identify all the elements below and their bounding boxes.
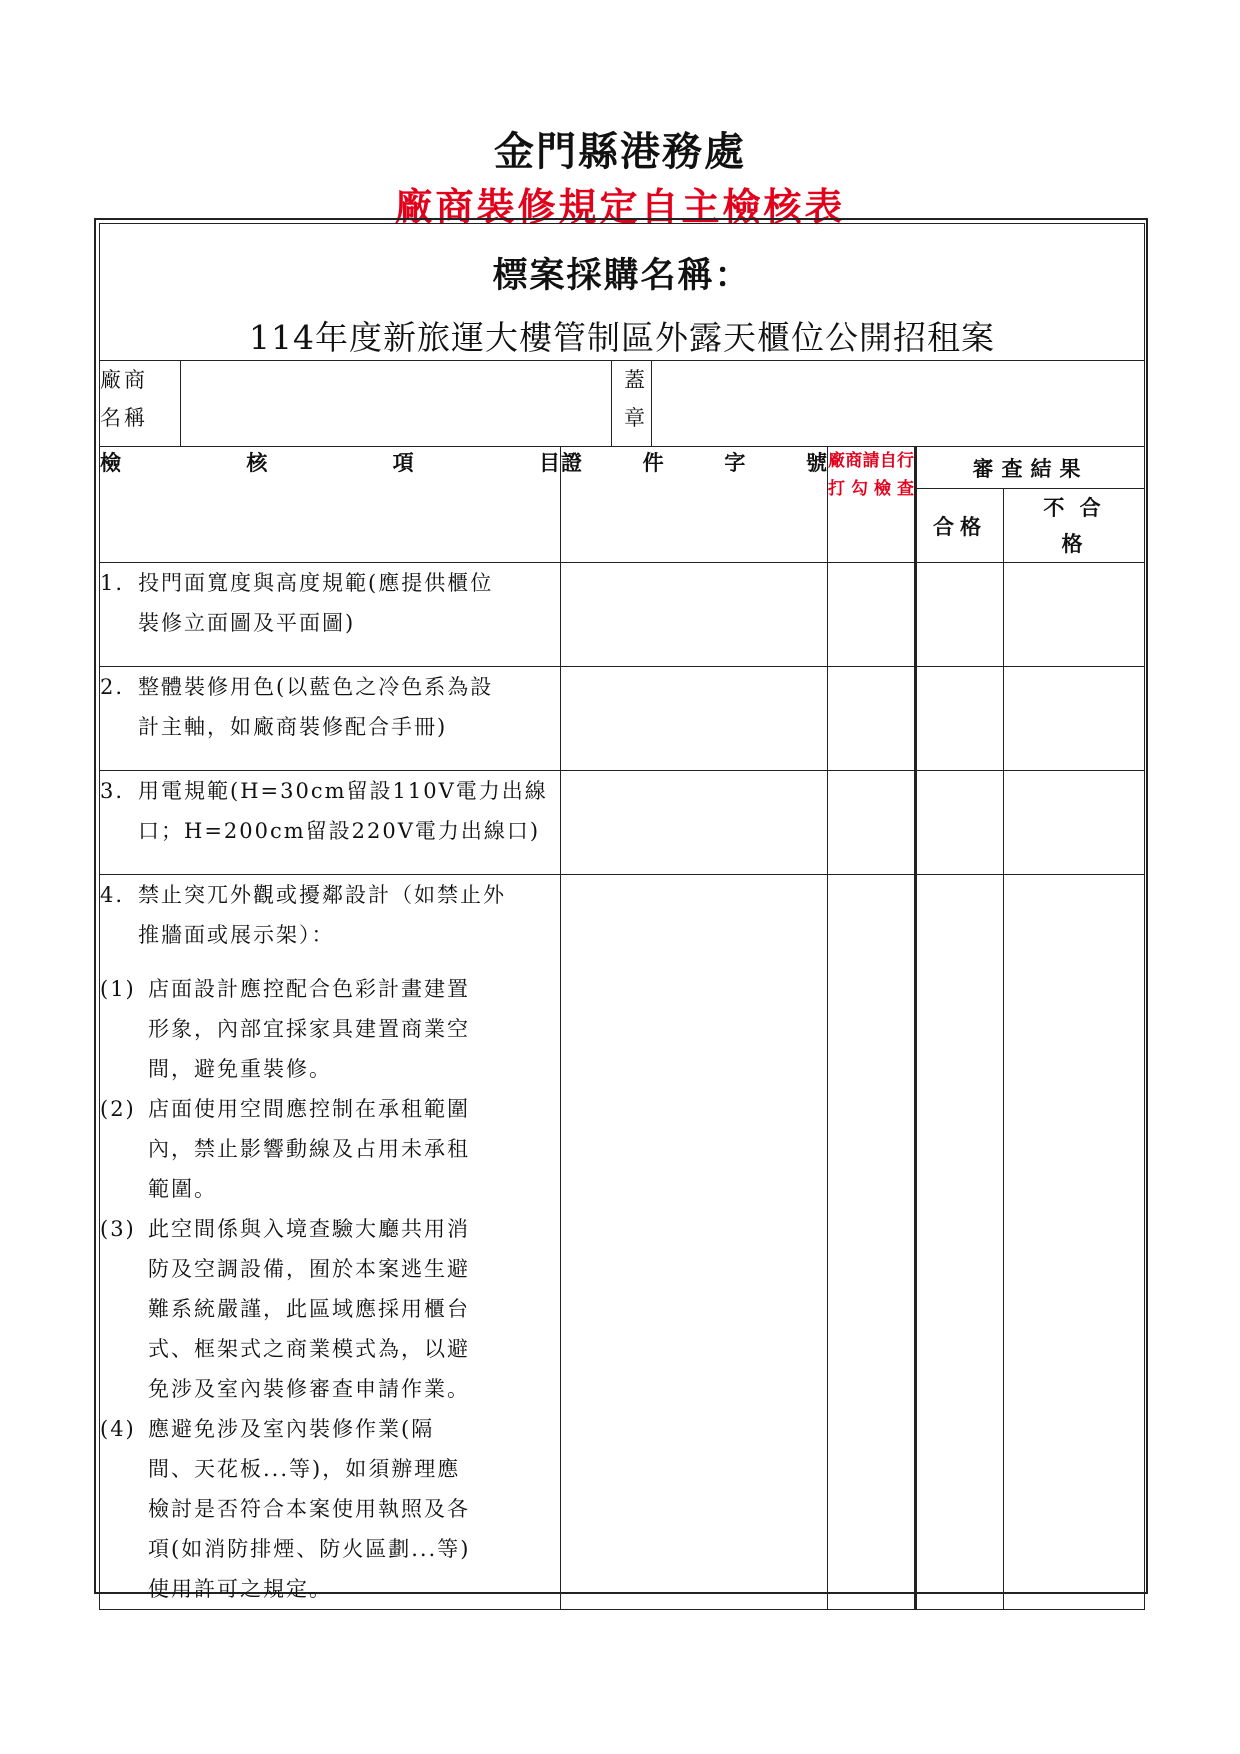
sub-item-line: 檢討是否符合本案使用執照及各 (148, 1497, 470, 1521)
sub-item-number: (1) (100, 977, 136, 1001)
agency-title: 金門縣港務處 (494, 128, 746, 175)
self-check-char: 行 (897, 451, 914, 471)
sub-item-1 (100, 969, 560, 1089)
document-number-cell[interactable] (561, 667, 828, 771)
stamp-label (612, 361, 652, 447)
vendor-row (100, 361, 1145, 447)
item-line: 口；H=200cm留設220V電力出線口) (138, 819, 541, 843)
pass-cell[interactable] (916, 563, 1004, 667)
header-doc-char: 字 (724, 450, 746, 475)
self-check-char: 查 (897, 479, 914, 499)
header-item-char: 目 (538, 450, 560, 475)
item-number: 4. (100, 883, 125, 907)
header-document-number (561, 447, 828, 563)
sub-item-3 (100, 1209, 560, 1409)
self-check-char: 商 (845, 451, 863, 471)
header-doc-char: 件 (642, 450, 664, 475)
item-number: 1. (100, 571, 125, 595)
fail-cell[interactable] (1004, 563, 1145, 667)
sub-item-line: 間，避免重裝修。 (148, 1057, 332, 1081)
sub-item-line: 應避免涉及室內裝修作業(隔 (148, 1417, 435, 1441)
stamp-label-line1: 蓋 (624, 368, 648, 392)
item-line: 計主軸，如廠商裝修配合手冊) (138, 715, 448, 739)
self-check-char: 請 (862, 451, 880, 471)
header-item-char: 核 (246, 450, 268, 475)
header-fail-line2: 格 (1061, 530, 1087, 556)
vendor-label-line1: 廠商 (100, 368, 148, 392)
self-check-char: 檢 (874, 479, 891, 499)
check-item-1 (100, 563, 561, 667)
self-check-cell[interactable] (828, 563, 916, 667)
fail-cell[interactable] (1004, 667, 1145, 771)
item-number: 3. (100, 779, 125, 803)
project-name: 114年度新旅運大樓管制區外露天櫃位公開招租案 (249, 318, 995, 357)
sub-item-line: 間、天花板...等)，如須辦理應 (148, 1457, 461, 1481)
table-row (100, 875, 1145, 1610)
item-line: 整體裝修用色(以藍色之冷色系為設 (138, 675, 494, 699)
form-title: 廠商裝修規定自主檢核表 (394, 184, 846, 229)
self-check-char: 勾 (851, 479, 868, 499)
header-doc-char: 號 (805, 450, 827, 475)
vendor-label (100, 361, 181, 447)
sub-item-line: 項(如消防排煙、防火區劃...等) (148, 1537, 471, 1561)
header-item-char: 檢 (100, 450, 121, 475)
sub-item-number: (2) (100, 1097, 136, 1121)
check-item-2 (100, 667, 561, 771)
project-row (100, 224, 1145, 361)
header-item-char: 項 (392, 450, 414, 475)
document-number-cell[interactable] (561, 875, 828, 1610)
table-row (100, 771, 1145, 875)
pass-cell[interactable] (916, 667, 1004, 771)
project-label: 標案採購名稱： (492, 255, 752, 296)
sub-item-line: 難系統嚴謹，此區域應採用櫃台 (148, 1297, 470, 1321)
header-review-result: 審查結果 (916, 447, 1145, 489)
stamp-field[interactable] (652, 361, 1145, 447)
sub-item-number: (4) (100, 1417, 136, 1441)
pass-cell[interactable] (916, 875, 1004, 1610)
fail-cell[interactable] (1004, 771, 1145, 875)
checklist-table (99, 223, 1145, 1610)
item-line: 推牆面或展示架）： (138, 923, 335, 947)
item-line: 投門面寬度與高度規範(應提供櫃位 (138, 571, 494, 595)
sub-item-line: 此空間係與入境查驗大廳共用消 (148, 1217, 470, 1241)
item-line: 裝修立面圖及平面圖) (138, 611, 356, 635)
self-check-char: 打 (828, 479, 845, 499)
check-item-3 (100, 771, 561, 875)
table-row (100, 667, 1145, 771)
header-fail-line1: 不 合 (1043, 494, 1105, 520)
fail-cell[interactable] (1004, 875, 1145, 1610)
sub-item-line: 式、框架式之商業模式為，以避 (148, 1337, 470, 1361)
header-check-item (100, 447, 561, 563)
self-check-char: 自 (879, 451, 897, 471)
header-pass: 合格 (916, 489, 1004, 563)
sub-item-line: 防及空調設備，囿於本案逃生避 (148, 1257, 470, 1281)
table-row (100, 563, 1145, 667)
sub-item-number: (3) (100, 1217, 136, 1241)
self-check-char: 廠 (828, 451, 845, 471)
stamp-label-line2: 章 (624, 406, 648, 430)
header-doc-char: 證 (561, 450, 582, 475)
sub-item-line: 形象，內部宜採家具建置商業空 (148, 1017, 470, 1041)
sub-item-line: 店面使用空間應控制在承租範圍 (148, 1097, 470, 1121)
check-item-4 (100, 875, 561, 1610)
table-header-row (100, 447, 1145, 489)
sub-item-2 (100, 1089, 560, 1209)
sub-item-line: 使用許可之規定。 (148, 1577, 332, 1601)
item-number: 2. (100, 675, 125, 699)
item-line: 禁止突兀外觀或擾鄰設計（如禁止外 (138, 883, 506, 907)
item-line: 用電規範(H=30cm留設110V電力出線 (138, 779, 548, 803)
self-check-cell[interactable] (828, 875, 916, 1610)
header-self-check (828, 447, 916, 563)
document-number-cell[interactable] (561, 771, 828, 875)
self-check-cell[interactable] (828, 771, 916, 875)
document-number-cell[interactable] (561, 563, 828, 667)
header-fail (1004, 489, 1145, 563)
sub-item-line: 內，禁止影響動線及占用未承租 (148, 1137, 470, 1161)
pass-cell[interactable] (916, 771, 1004, 875)
self-check-cell[interactable] (828, 667, 916, 771)
sub-item-line: 範圍。 (148, 1177, 217, 1201)
sub-item-4 (100, 1409, 560, 1609)
vendor-label-line2: 名稱 (100, 406, 148, 430)
sub-item-line: 店面設計應控配合色彩計畫建置 (148, 977, 470, 1001)
sub-item-line: 免涉及室內裝修審查申請作業。 (148, 1377, 470, 1401)
vendor-name-field[interactable] (181, 361, 612, 447)
project-cell (100, 224, 1145, 361)
